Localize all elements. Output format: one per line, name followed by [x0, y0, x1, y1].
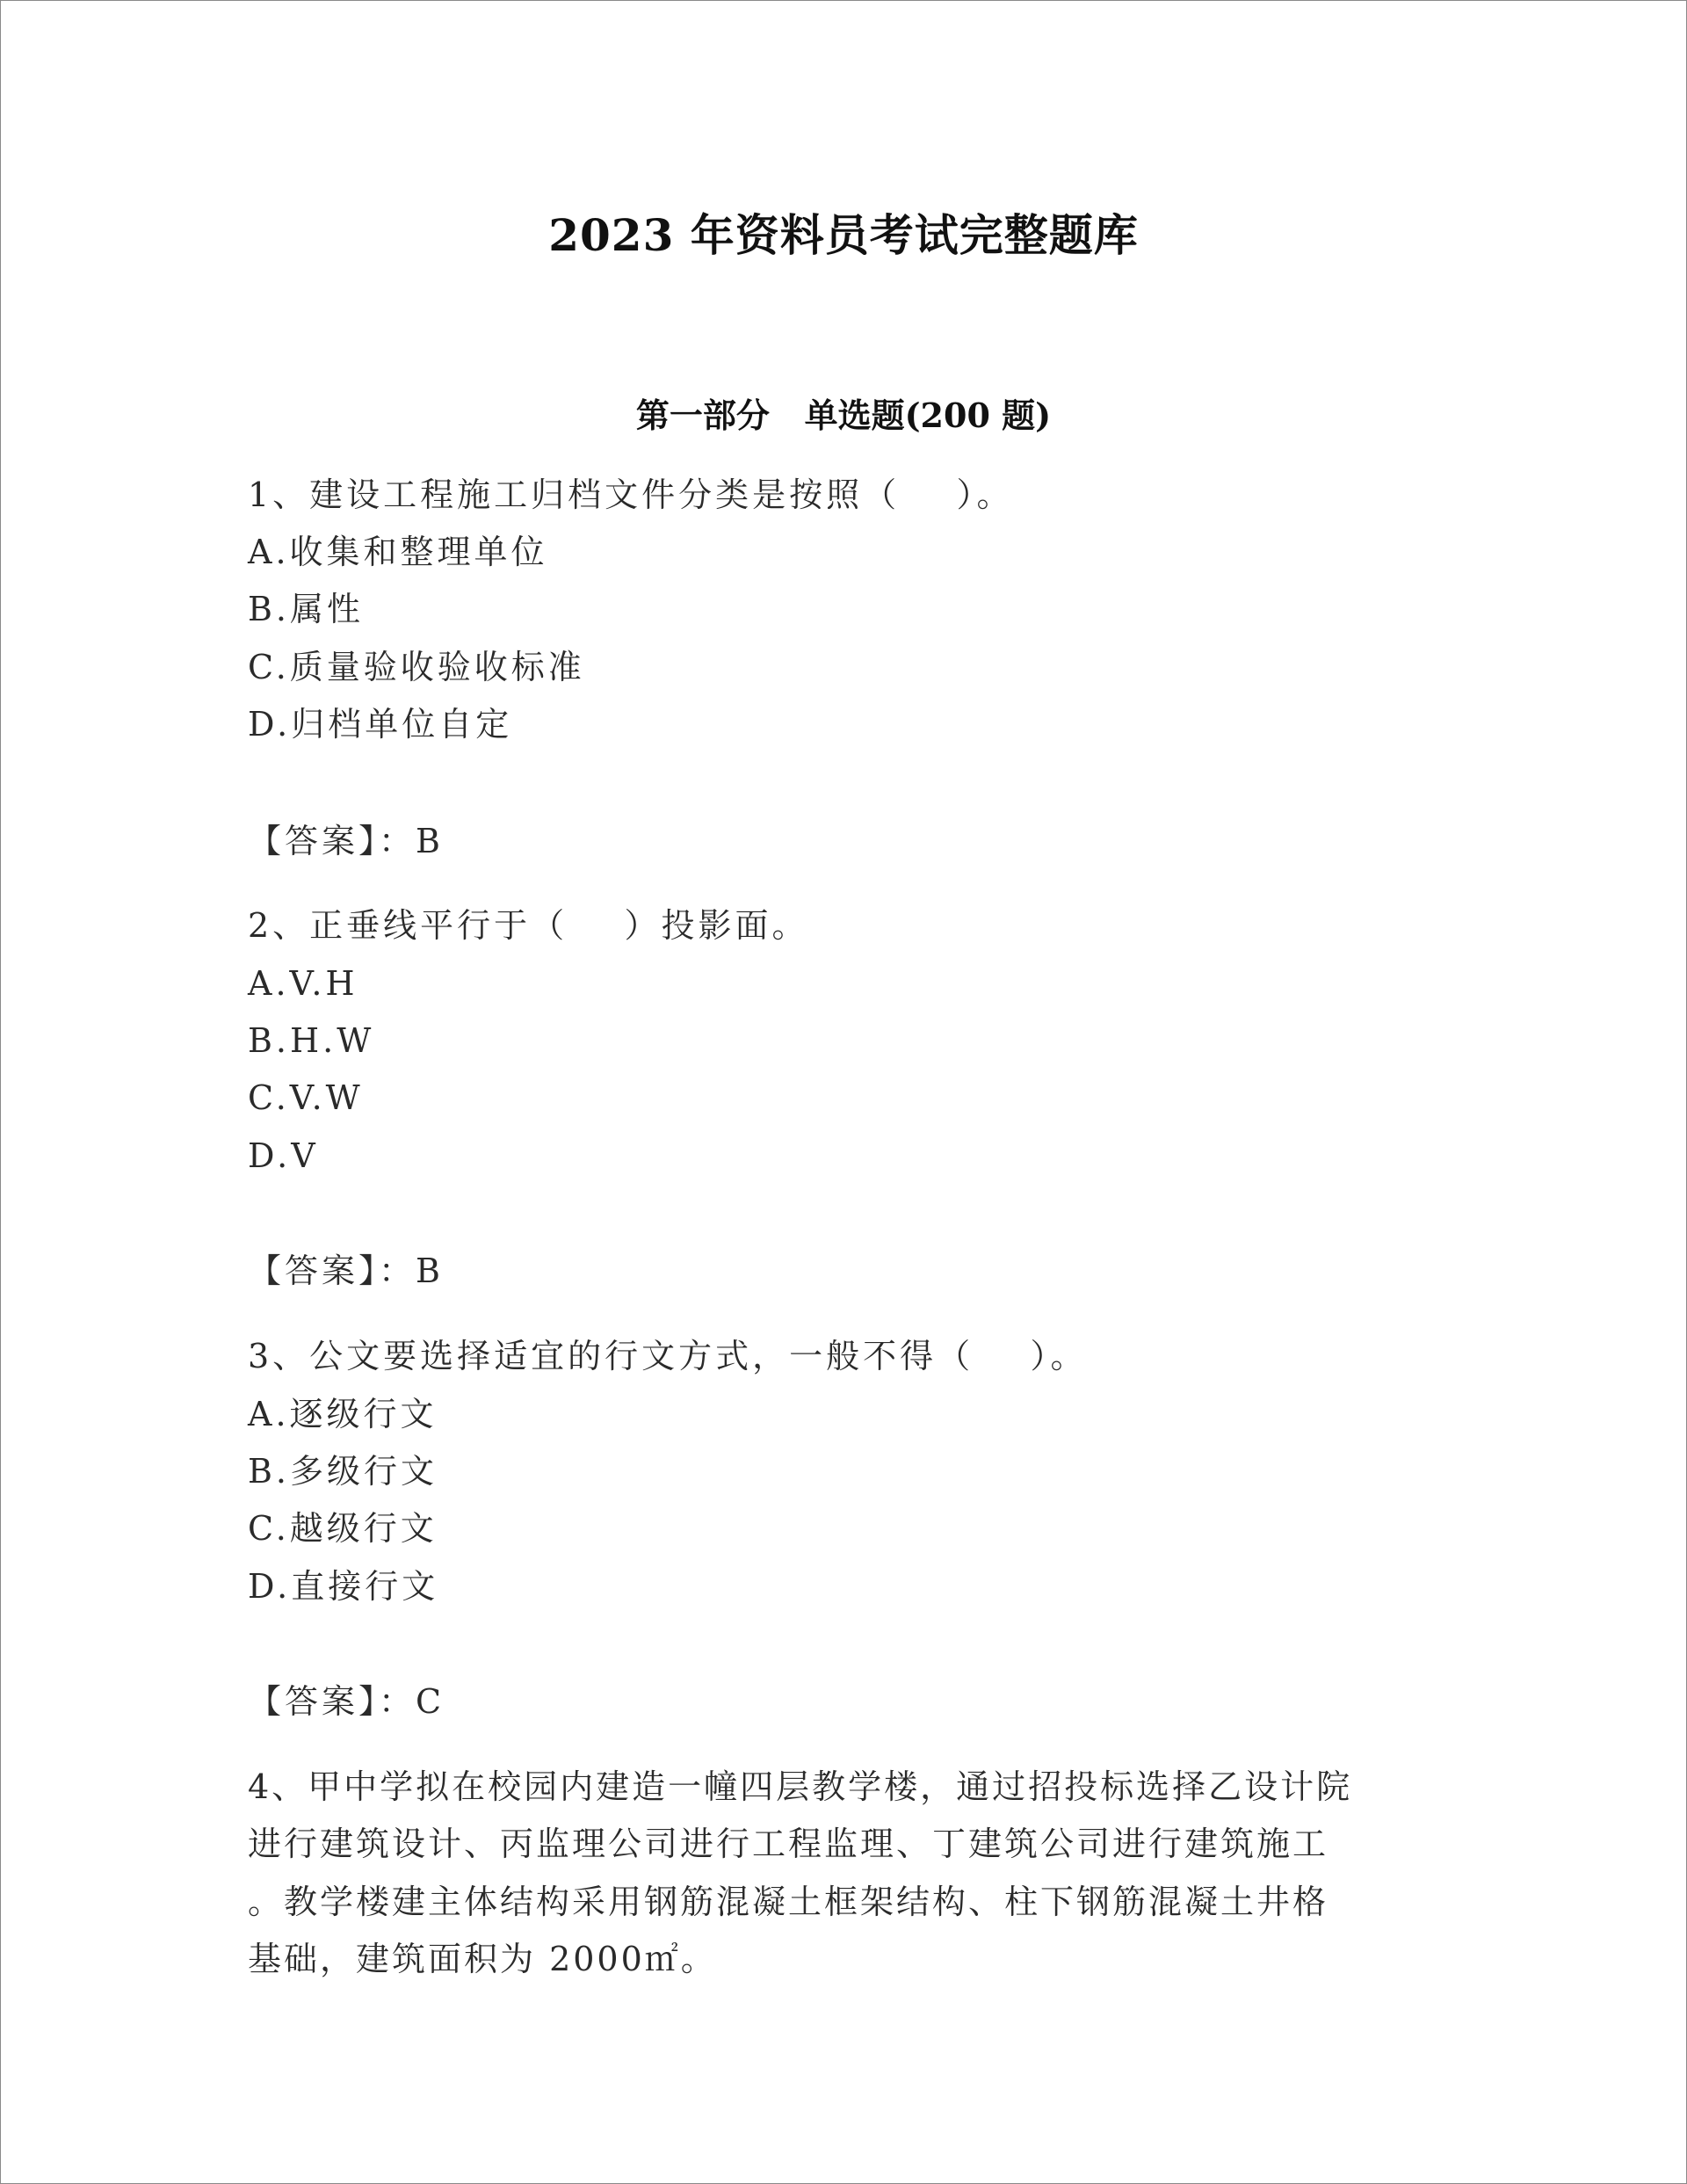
document-title: 2023 年资料员考试完整题库 [548, 209, 1139, 261]
question-2-option-c: C.V.W [248, 1078, 364, 1117]
question-2-answer: 【答案】：B [248, 1252, 444, 1290]
question-4-stem-line-2: 进行建筑设计、丙监理公司进行工程监理、丁建筑公司进行建筑施工 [248, 1825, 1329, 1863]
question-2-option-b: B.H.W [248, 1021, 375, 1060]
question-1-option-d: D.归档单位自定 [248, 705, 513, 744]
question-3-option-b: B.多级行文 [248, 1452, 438, 1491]
question-4-stem-line-1: 4、甲中学拟在校园内建造一幢四层教学楼，通过招投标选择乙设计院 [248, 1767, 1353, 1806]
question-4-stem-line-4: 基础，建筑面积为 2000㎡。 [248, 1940, 717, 1978]
question-1-answer: 【答案】：B [248, 822, 444, 860]
question-3-option-d: D.直接行文 [248, 1567, 439, 1606]
question-2-stem: 2、正垂线平行于（ ）投影面。 [248, 906, 809, 945]
question-4-stem-line-3: 。教学楼建主体结构采用钢筋混凝土框架结构、柱下钢筋混凝土井格 [248, 1883, 1329, 1921]
question-2-option-a: A.V.H [248, 964, 358, 1003]
question-3-option-c: C.越级行文 [248, 1509, 438, 1548]
question-3-stem: 3、公文要选择适宜的行文方式，一般不得（ ）。 [248, 1337, 1088, 1375]
question-1-option-b: B.属性 [248, 590, 365, 628]
section-title: 第一部分 单选题(200 题) [635, 395, 1052, 435]
question-1-stem: 1、建设工程施工归档文件分类是按照（ ）。 [248, 475, 1014, 514]
question-1-option-c: C.质量验收验收标准 [248, 648, 585, 686]
question-1-option-a: A.收集和整理单位 [248, 533, 548, 571]
question-3-option-a: A.逐级行文 [248, 1395, 438, 1433]
question-2-option-d: D.V [248, 1136, 319, 1175]
question-3-answer: 【答案】：C [248, 1682, 445, 1721]
